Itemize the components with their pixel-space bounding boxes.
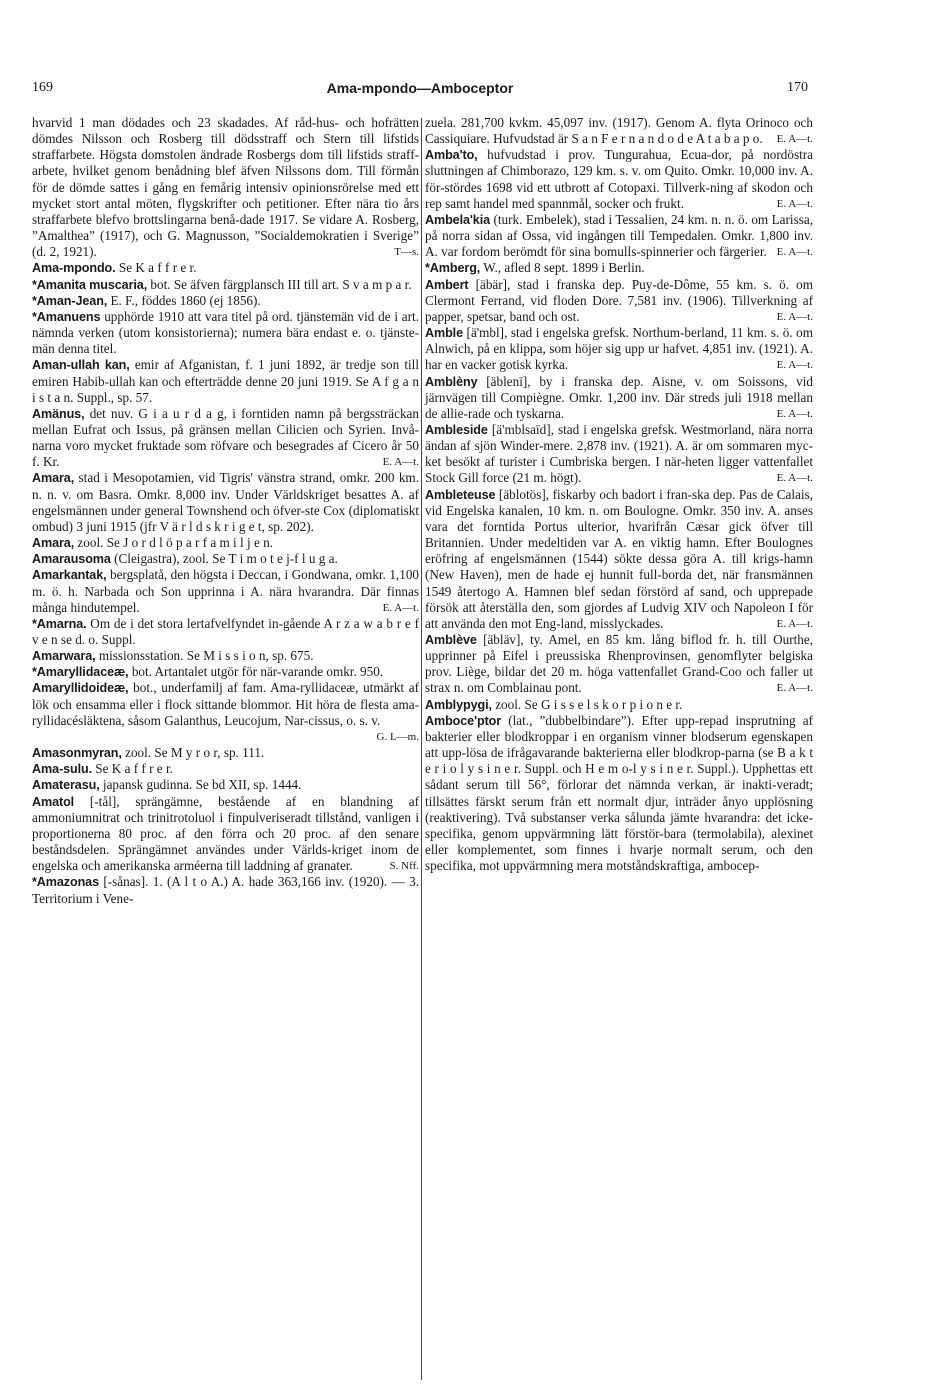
entry-text: (lat., ”dubbelbindare”). Efter upp-repad insprutning af bakterier eller blodkroppar i en organism vinner blodserum egenskapen att upp-lösa de ifrågavarande bakterierna eller blodkrop-parna (se B a k t e r i o l y s i n e r. Suppl. och H e m o-l y s i n e r. Suppl.). Upphettas ett sådant serum till 56°, förlorar det nämnda verkan, är inakti-veradt; tillsättes färskt serum från ett normalt djur, inträder ånyo upplösning (reaktivering). Två substanser verka sålunda jämte hvarandra: det icke-specifika, genom uppvärmning lätt förstör-bara (termolabila), alexinet eller komplementet, som finnes i hvarje normalt serum, och den specifika, mot uppvärmning mera motståndskraftiga, ambocep- [425, 712, 814, 874]
entry-text: zuela. 281,700 kvkm. 45,097 inv. (1917). Genom A. flyta Orinoco och Cassiquiare. Hufvudstad är S a n F e r n a n d o d e A t a b a p o. [425, 115, 813, 147]
author-signature: G. L—m. [376, 730, 419, 743]
column-divider [421, 118, 422, 1380]
entry-headword: Amara, [32, 536, 75, 551]
entry-headword: Amatol [32, 794, 75, 809]
dictionary-entry [32, 115, 419, 260]
entry-text: bot. Artantalet utgör för när-varande omkr. 950. [131, 664, 384, 680]
entry-text: W., afled 8 sept. 1899 i Berlin. [483, 260, 645, 276]
dictionary-entry [32, 794, 419, 875]
entry-headword: Amänus, [32, 406, 85, 421]
entry-text: stad i Mesopotamien, vid Tigris' vänstra strand, omkr. 200 km. n. n. v. om Basra. Omkr. 8,000 inv. Under Världskriget besattes A. af engelsmännen under general Townshend och öfver-ste Cox (diplomatiskt ombud) 3 juni 1915 (jfr V ä r l d s k r i g e t, sp. 202). [32, 470, 419, 534]
entry-headword: Amblèny [425, 374, 478, 389]
entry-headword: *Amberg, [425, 261, 481, 276]
page-header [32, 80, 808, 100]
dictionary-entry [32, 680, 419, 745]
author-signature: E. A—t. [776, 472, 813, 485]
entry-text: Se K a f f r e r. [95, 761, 173, 777]
entry-headword: *Aman-Jean, [32, 293, 108, 308]
dictionary-entry [32, 357, 419, 405]
entry-text: hufvudstad i prov. Tungurahua, Ecua-dor, på nordöstra sluttningen af Chimborazo, 129 km. s. v. om Quito. Omkr. 10,000 inv. A. för-stördes 1698 vid ett utbrott af Cotopaxi. Tillverk-ning af skodon och rep samt handel med spannmål, socker och frukt. [425, 147, 814, 211]
entry-text: (turk. Embelek), stad i Tessalien, 24 km. n. n. ö. om Larissa, på norra sidan af Ossa, vid ingången till Tempedalen. Omkr. 1,800 inv. A. var fordom berömdt för sina bomulls-spinnerier och färgerier. [425, 211, 813, 260]
entry-headword: Amaterasu, [32, 778, 100, 793]
entry-text: Om de i det stora lertafvelfyndet in-gående A r z a w a b r e f v e n se d. o. Suppl. [32, 615, 419, 647]
author-signature: E. A—t. [776, 359, 813, 372]
entry-text: [-sånas]. 1. (A l t o A.) A. hade 363,166 inv. (1920). — 3. Territorium i Vene- [32, 874, 419, 906]
entry-headword: Amarkantak, [32, 568, 107, 583]
entry-text: emir af Afganistan, f. 1 juni 1892, är tredje son till emiren Habib-ullah kan och efterträdde denne 20 juni 1919. Se A f g a n i s t a n. Suppl., sp. 57. [32, 357, 419, 405]
entry-headword: *Amanuens [32, 309, 101, 324]
author-signature: E. A—t. [776, 682, 813, 695]
entry-text: bot., underfamilj af fam. Ama-ryllidaceæ, utmärkt af lök och ensamma eller i flock sittande blommor. Hit höra de flesta ama-ryllidacésläktena, såsom Galanthus, Leucojum, Nar-cissus, o. s. v. [32, 680, 420, 728]
dictionary-entry [32, 616, 419, 648]
dictionary-entry [32, 260, 419, 276]
dictionary-entry [425, 697, 813, 713]
entry-text: zool. Se J o r d l ö p a r f a m i l j e n. [77, 535, 273, 551]
entry-text: E. F., föddes 1860 (ej 1856). [110, 292, 261, 308]
entry-headword: Amasonmyran, [32, 746, 122, 761]
entry-headword: Amblypygi, [425, 697, 492, 712]
author-signature: E. A—t. [776, 133, 813, 146]
author-signature: E. A—t. [776, 197, 813, 210]
entry-headword: Ambleside [425, 422, 488, 437]
dictionary-entry [32, 277, 419, 293]
dictionary-entry [32, 406, 419, 471]
author-signature: E. A—t. [776, 617, 813, 630]
dictionary-entry [32, 648, 419, 664]
entry-text: japansk gudinna. Se bd XII, sp. 1444. [102, 777, 302, 793]
dictionary-entry [425, 277, 813, 325]
entry-text: missionsstation. Se M i s s i o n, sp. 675. [98, 648, 314, 664]
entry-text: bergsplatå, den högsta i Deccan, i Gondwana, omkr. 1,100 m. ö. h. Narbada och Son upprinna i A. nära hvarandra. Där finnas många hindutempel. [32, 567, 420, 615]
entry-headword: *Amarna. [32, 616, 87, 631]
entry-headword: Ambert [425, 277, 469, 292]
entry-headword: Amboce'ptor [425, 713, 502, 728]
entry-headword: Aman-ullah kan, [32, 358, 130, 373]
author-signature: E. A—t. [776, 246, 813, 259]
page-number-right: 170 [787, 80, 808, 95]
dictionary-entry [32, 664, 419, 680]
dictionary-entry [425, 487, 813, 632]
entry-text: zool. Se G i s s e l s k o r p i o n e r. [495, 696, 683, 712]
entry-text: (Cleigastra), zool. Se T i m o t e j-f l u g a. [114, 551, 338, 567]
dictionary-entry [425, 374, 813, 422]
entry-headword: Ama-mpondo. [32, 261, 116, 276]
entry-text: [äblotös], fiskarby och badort i fran-ska dep. Pas de Calais, vid Engelska kanalen, 10 km. n. om Boulogne. Omkr. 350 inv. A. anses vara det forntida Portus ulterior, hvarifrån Cæsar gick öfver till Britannien. Under medeltiden var A. en viktig hamn. Efter Boulognes eröfring af engelsmännen (1544) sökte dessa göra A. till krigs-hamn (New Haven), men de hade ej hunnit full-borda det, när fransmännen 1549 återtogo A. Hamnen blef sedan förstörd af sand, och upprepade försök att återställa den, som gjordes af Ludvig XIV och Napoleon I för att använda den mot Eng-land, misslyckades. [425, 486, 813, 631]
dictionary-entry [425, 422, 813, 487]
running-title: Ama-mpondo—Amboceptor [326, 80, 514, 96]
entry-headword: *Amazonas [32, 875, 99, 890]
entry-text: [ä'mbl], stad i engelska grefsk. Northum-berland, 11 km. s. ö. om Alnwich, på en klippa, som höjer sig upp ur hafvet. 4,851 inv. (1921). A. har en vacker gotisk kyrka. [425, 325, 813, 373]
author-signature: E. A—t. [776, 310, 813, 323]
author-signature: E. A—t. [382, 456, 419, 469]
dictionary-entry [32, 551, 419, 567]
entry-text: bot. Se äfven färgplansch III till art. S v a m p a r. [150, 276, 412, 292]
dictionary-entry [425, 325, 813, 373]
dictionary-entry [425, 115, 813, 147]
entry-text: Se K a f f r e r. [118, 260, 197, 276]
author-signature: T—s. [394, 246, 419, 259]
entry-headword: Amblève [425, 633, 477, 647]
dictionary-entry [32, 761, 419, 777]
entry-headword: Ambela'kia [425, 212, 490, 227]
left-column [32, 115, 419, 907]
entry-text: hvarvid 1 man dödades och 23 skadades. Af råd-hus- och hofrätten dömdes Nilsson och Rosberg till dödsstraff och Stern till lifstids straffarbete. Högsta domstolen ändrade Rosbergs dom till lifstids straff-arbete, hvilket genom benådning blef äfven Nilssons dom. Till förmån för de dömde sattes i gång en femårig intensiv opinionsrörelse med ett mycket stort antal möten, flygskrifter och petitioner. Efter nära tio års straffarbete blefvo brottslingarna benå-dade 1917. Se vidare A. Rosberg, ”Amalthea” (1917), och G. Magnusson, ”Socialdemokratien i Sverige” (d. 2, 1921). [32, 115, 419, 260]
entry-headword: *Amanita muscaria, [32, 277, 148, 292]
author-signature: E. A—t. [382, 601, 419, 614]
entry-text: upphörde 1910 att vara titel på ord. tjänstemän vid de i art. nämnda verken (utom konsistorierna); numera bära endast e. o. tjänste-män denna titel. [32, 308, 420, 357]
dictionary-entry [32, 874, 419, 906]
entry-headword: Ambleteuse [425, 487, 496, 502]
author-signature: S. Nff. [389, 860, 419, 873]
entry-text: zool. Se M y r o r, sp. 111. [125, 745, 265, 761]
entry-headword: Amara, [32, 471, 75, 486]
entry-text: [-tål], sprängämne, bestående af en blandning af ammoniumnitrat och trinitrotoluol i finpulveriseradt tillstånd, vanligen i proportionerna 80 proc. af den förra och 20 proc. af den senare beståndsdelen. Sprängämnet användes under Världs-kriget inom de engelska och amerikanska arméerna till laddning af granater. [32, 793, 419, 874]
entry-text: det nuv. G i a u r d a g, i forntiden namn på bergssträckan mellan Eufrat och Issus, på gränsen mellan Cilicien och Syrien. Invå-narna voro mycket fruktade som röfvare och besegrades af Cicero år 50 f. Kr. [32, 405, 419, 470]
dictionary-entry [425, 147, 813, 212]
entry-headword: Amble [425, 326, 463, 341]
entry-headword: Amarwara, [32, 649, 96, 664]
entry-headword: Amarausoma [32, 552, 111, 567]
dictionary-entry [32, 309, 419, 357]
author-signature: E. A—t. [776, 407, 813, 420]
entry-headword: Amaryllidoideæ, [32, 681, 129, 696]
page-number-left: 169 [32, 80, 53, 95]
dictionary-entry [32, 293, 419, 309]
entry-headword: Ama-sulu. [32, 762, 92, 777]
entry-text: [äbläv], ty. Amel, en 85 km. lång biflod fr. h. till Ourthe, upprinner på Eifel i preussiska Rhenprovinsen, genomflyter belgiska prov. Liège, bildar det 20 m. höga vattenfallet Grand-Coo och faller ut strax n. om Comblainau pont. [425, 632, 813, 696]
entry-headword: *Amaryllidaceæ, [32, 665, 129, 680]
dictionary-entry [425, 260, 813, 276]
dictionary-entry [32, 745, 419, 761]
dictionary-entry [425, 713, 813, 875]
entry-text: [ä'mblsaīd], stad i engelska grefsk. Westmorland, nära norra ändan af sjön Winder-mere. 2,878 inv. (1921). A. är om sommaren myc-ket besökt af turister i Cumbriska bergen. I när-heten ligger vattenfallet Stock Gill force (21 m. högt). [425, 421, 814, 486]
dictionary-entry [32, 535, 419, 551]
entry-text: [äblenī], by i franska dep. Aisne, v. om Soissons, vid järnvägen till Compiègne. Omkr. 1,200 inv. Där streds juli 1918 mellan de allie-rade och tyskarna. [425, 373, 813, 421]
entry-text: [äbär], stad i franska dep. Puy-de-Dôme, 55 km. s. ö. om Clermont Ferrand, vid floden Dore. 7,581 inv. (1906). Tillverkning af papper, spetsar, band och ost. [425, 276, 814, 324]
dictionary-entry [425, 212, 813, 260]
dictionary-entry [32, 470, 419, 535]
dictionary-entry [32, 567, 419, 615]
dictionary-entry [425, 632, 813, 697]
dictionary-entry [32, 777, 419, 793]
entry-headword: Amba'to, [425, 148, 478, 163]
right-column [425, 115, 813, 874]
